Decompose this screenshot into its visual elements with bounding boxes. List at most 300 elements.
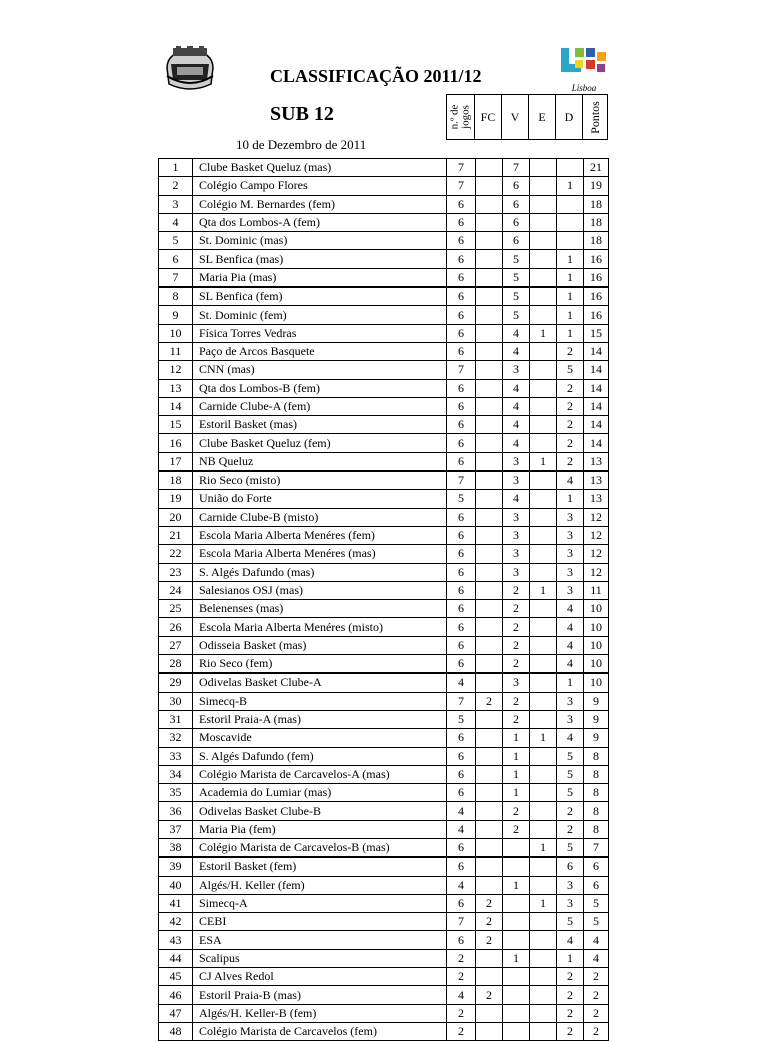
losses: 3 xyxy=(557,545,584,563)
table-row xyxy=(159,838,609,857)
standing-position: 29 xyxy=(159,673,193,692)
forfeits xyxy=(476,710,503,728)
forfeits xyxy=(476,765,503,783)
forfeits xyxy=(476,508,503,526)
games-played: 6 xyxy=(447,324,476,342)
team-name: S. Algés Dafundo (mas) xyxy=(193,563,447,581)
page-title: CLASSIFICAÇÃO 2011/12 xyxy=(270,66,482,86)
games-played: 6 xyxy=(447,452,476,471)
standing-position: 45 xyxy=(159,968,193,986)
wins: 4 xyxy=(503,379,530,397)
draws xyxy=(530,195,557,213)
standing-position: 2 xyxy=(159,177,193,195)
points: 18 xyxy=(584,232,609,250)
draws xyxy=(530,876,557,894)
table-row xyxy=(159,490,609,508)
losses: 5 xyxy=(557,913,584,931)
losses: 2 xyxy=(557,342,584,360)
games-played: 6 xyxy=(447,600,476,618)
points: 10 xyxy=(584,618,609,636)
losses: 3 xyxy=(557,710,584,728)
wins xyxy=(503,894,530,912)
draws xyxy=(530,490,557,508)
standing-position: 16 xyxy=(159,434,193,452)
forfeits xyxy=(476,838,503,857)
losses: 2 xyxy=(557,397,584,415)
table-row xyxy=(159,802,609,820)
forfeits: 2 xyxy=(476,986,503,1004)
wins: 2 xyxy=(503,655,530,674)
draws xyxy=(530,765,557,783)
standing-position: 40 xyxy=(159,876,193,894)
games-played: 6 xyxy=(447,636,476,654)
losses: 5 xyxy=(557,838,584,857)
standing-position: 25 xyxy=(159,600,193,618)
losses: 1 xyxy=(557,324,584,342)
losses: 3 xyxy=(557,508,584,526)
forfeits xyxy=(476,729,503,747)
draws xyxy=(530,1022,557,1040)
points: 11 xyxy=(584,581,609,599)
wins: 3 xyxy=(503,673,530,692)
standing-position: 27 xyxy=(159,636,193,654)
table-row xyxy=(159,268,609,287)
draws xyxy=(530,710,557,728)
games-played: 6 xyxy=(447,838,476,857)
wins: 4 xyxy=(503,490,530,508)
losses: 2 xyxy=(557,802,584,820)
games-played: 6 xyxy=(447,545,476,563)
team-name: NB Queluz xyxy=(193,452,447,471)
points: 13 xyxy=(584,452,609,471)
team-name: Estoril Basket (mas) xyxy=(193,416,447,434)
forfeits xyxy=(476,747,503,765)
wins: 6 xyxy=(503,195,530,213)
games-played: 6 xyxy=(447,618,476,636)
forfeits xyxy=(476,545,503,563)
draws xyxy=(530,931,557,949)
standing-position: 22 xyxy=(159,545,193,563)
losses: 2 xyxy=(557,968,584,986)
standing-position: 1 xyxy=(159,159,193,177)
losses xyxy=(557,232,584,250)
team-name: Clube Basket Queluz (fem) xyxy=(193,434,447,452)
points: 16 xyxy=(584,287,609,306)
wins: 5 xyxy=(503,268,530,287)
team-name: União do Forte xyxy=(193,490,447,508)
wins: 6 xyxy=(503,232,530,250)
standing-position: 46 xyxy=(159,986,193,1004)
losses: 2 xyxy=(557,416,584,434)
draws: 1 xyxy=(530,838,557,857)
lisboa-mark-icon xyxy=(559,46,609,80)
losses: 2 xyxy=(557,434,584,452)
losses: 5 xyxy=(557,747,584,765)
standing-position: 31 xyxy=(159,710,193,728)
points: 14 xyxy=(584,434,609,452)
points: 16 xyxy=(584,250,609,268)
team-name: Estoril Basket (fem) xyxy=(193,857,447,876)
draws xyxy=(530,379,557,397)
standing-position: 10 xyxy=(159,324,193,342)
points: 13 xyxy=(584,490,609,508)
standing-position: 11 xyxy=(159,342,193,360)
draws xyxy=(530,159,557,177)
games-played: 4 xyxy=(447,802,476,820)
standing-position: 48 xyxy=(159,1022,193,1040)
wins: 4 xyxy=(503,397,530,415)
draws xyxy=(530,600,557,618)
games-played: 6 xyxy=(447,232,476,250)
games-played: 6 xyxy=(447,434,476,452)
games-played: 7 xyxy=(447,692,476,710)
draws xyxy=(530,636,557,654)
points: 2 xyxy=(584,968,609,986)
forfeits xyxy=(476,949,503,967)
table-row xyxy=(159,195,609,213)
games-played: 6 xyxy=(447,765,476,783)
points: 9 xyxy=(584,692,609,710)
team-name: Estoril Praia-B (mas) xyxy=(193,986,447,1004)
draws xyxy=(530,361,557,379)
team-name: Odivelas Basket Clube-A xyxy=(193,673,447,692)
wins: 4 xyxy=(503,434,530,452)
games-played: 4 xyxy=(447,986,476,1004)
team-name: Física Torres Vedras xyxy=(193,324,447,342)
points: 18 xyxy=(584,195,609,213)
draws xyxy=(530,1004,557,1022)
draws xyxy=(530,820,557,838)
table-row xyxy=(159,636,609,654)
table-row xyxy=(159,397,609,415)
draws xyxy=(530,250,557,268)
draws xyxy=(530,563,557,581)
losses: 1 xyxy=(557,490,584,508)
standing-position: 7 xyxy=(159,268,193,287)
standing-position: 6 xyxy=(159,250,193,268)
games-played: 6 xyxy=(447,397,476,415)
forfeits xyxy=(476,379,503,397)
wins: 1 xyxy=(503,729,530,747)
games-played: 6 xyxy=(447,747,476,765)
points: 8 xyxy=(584,820,609,838)
wins: 1 xyxy=(503,784,530,802)
table-row xyxy=(159,600,609,618)
standing-position: 35 xyxy=(159,784,193,802)
draws xyxy=(530,545,557,563)
points: 4 xyxy=(584,931,609,949)
standing-position: 41 xyxy=(159,894,193,912)
losses: 3 xyxy=(557,563,584,581)
forfeits: 2 xyxy=(476,913,503,931)
table-row xyxy=(159,655,609,674)
draws xyxy=(530,177,557,195)
table-row xyxy=(159,306,609,324)
forfeits xyxy=(476,268,503,287)
col-header-d: D xyxy=(556,94,583,140)
col-header-v: V xyxy=(502,94,529,140)
losses: 5 xyxy=(557,784,584,802)
table-row xyxy=(159,250,609,268)
standing-position: 30 xyxy=(159,692,193,710)
losses: 1 xyxy=(557,250,584,268)
wins xyxy=(503,913,530,931)
points: 14 xyxy=(584,361,609,379)
lisboa-logo xyxy=(559,46,609,92)
forfeits xyxy=(476,342,503,360)
wins xyxy=(503,931,530,949)
team-name: Qta dos Lombos-B (fem) xyxy=(193,379,447,397)
losses: 1 xyxy=(557,673,584,692)
points: 15 xyxy=(584,324,609,342)
losses: 3 xyxy=(557,876,584,894)
games-played: 6 xyxy=(447,581,476,599)
category-title: SUB 12 xyxy=(270,103,334,125)
team-name: Moscavide xyxy=(193,729,447,747)
standing-position: 23 xyxy=(159,563,193,581)
forfeits xyxy=(476,526,503,544)
team-name: Colégio Marista de Carcavelos (fem) xyxy=(193,1022,447,1040)
team-name: Belenenses (mas) xyxy=(193,600,447,618)
wins: 2 xyxy=(503,710,530,728)
wins xyxy=(503,1022,530,1040)
forfeits xyxy=(476,232,503,250)
wins: 1 xyxy=(503,747,530,765)
wins: 3 xyxy=(503,563,530,581)
games-played: 6 xyxy=(447,195,476,213)
wins xyxy=(503,857,530,876)
table-row xyxy=(159,1022,609,1040)
wins: 3 xyxy=(503,471,530,490)
forfeits xyxy=(476,250,503,268)
losses: 1 xyxy=(557,949,584,967)
forfeits xyxy=(476,195,503,213)
games-played: 7 xyxy=(447,913,476,931)
games-played: 6 xyxy=(447,931,476,949)
games-played: 6 xyxy=(447,729,476,747)
standing-position: 37 xyxy=(159,820,193,838)
points: 4 xyxy=(584,949,609,967)
standing-position: 36 xyxy=(159,802,193,820)
draws xyxy=(530,342,557,360)
standing-position: 33 xyxy=(159,747,193,765)
points: 10 xyxy=(584,655,609,674)
table-row xyxy=(159,729,609,747)
wins: 2 xyxy=(503,636,530,654)
points: 14 xyxy=(584,416,609,434)
forfeits xyxy=(476,600,503,618)
losses: 3 xyxy=(557,692,584,710)
team-name: Carnide Clube-A (fem) xyxy=(193,397,447,415)
standing-position: 13 xyxy=(159,379,193,397)
standing-position: 26 xyxy=(159,618,193,636)
team-name: Colégio M. Bernardes (fem) xyxy=(193,195,447,213)
forfeits xyxy=(476,213,503,231)
games-played: 2 xyxy=(447,968,476,986)
table-row xyxy=(159,379,609,397)
losses: 3 xyxy=(557,894,584,912)
points: 14 xyxy=(584,397,609,415)
games-played: 6 xyxy=(447,213,476,231)
points: 16 xyxy=(584,268,609,287)
games-played: 6 xyxy=(447,379,476,397)
games-played: 2 xyxy=(447,949,476,967)
forfeits xyxy=(476,784,503,802)
wins: 4 xyxy=(503,342,530,360)
standings-table xyxy=(158,158,609,1041)
forfeits xyxy=(476,655,503,674)
losses: 4 xyxy=(557,600,584,618)
points: 2 xyxy=(584,1004,609,1022)
table-row xyxy=(159,545,609,563)
wins: 5 xyxy=(503,306,530,324)
forfeits xyxy=(476,324,503,342)
standing-position: 39 xyxy=(159,857,193,876)
table-row xyxy=(159,434,609,452)
wins: 5 xyxy=(503,287,530,306)
table-row xyxy=(159,820,609,838)
draws xyxy=(530,213,557,231)
draws xyxy=(530,913,557,931)
draws xyxy=(530,857,557,876)
losses: 1 xyxy=(557,177,584,195)
standing-position: 38 xyxy=(159,838,193,857)
forfeits xyxy=(476,490,503,508)
forfeits xyxy=(476,673,503,692)
table-row xyxy=(159,986,609,1004)
draws xyxy=(530,416,557,434)
table-row xyxy=(159,692,609,710)
wins: 6 xyxy=(503,213,530,231)
team-name: St. Dominic (mas) xyxy=(193,232,447,250)
table-row xyxy=(159,563,609,581)
losses: 4 xyxy=(557,471,584,490)
wins: 2 xyxy=(503,802,530,820)
table-row xyxy=(159,949,609,967)
standing-position: 12 xyxy=(159,361,193,379)
wins: 3 xyxy=(503,361,530,379)
draws xyxy=(530,784,557,802)
team-name: Escola Maria Alberta Menéres (fem) xyxy=(193,526,447,544)
table-row xyxy=(159,342,609,360)
forfeits xyxy=(476,581,503,599)
standing-position: 15 xyxy=(159,416,193,434)
games-played: 5 xyxy=(447,710,476,728)
games-played: 6 xyxy=(447,655,476,674)
team-name: CJ Alves Redol xyxy=(193,968,447,986)
col-header-points: Pontos xyxy=(583,94,608,140)
wins xyxy=(503,986,530,1004)
points: 10 xyxy=(584,673,609,692)
standing-position: 18 xyxy=(159,471,193,490)
draws xyxy=(530,618,557,636)
team-name: Academia do Lumiar (mas) xyxy=(193,784,447,802)
table-row xyxy=(159,765,609,783)
losses: 1 xyxy=(557,306,584,324)
standing-position: 34 xyxy=(159,765,193,783)
games-played: 7 xyxy=(447,159,476,177)
forfeits xyxy=(476,820,503,838)
games-played: 6 xyxy=(447,526,476,544)
team-name: CNN (mas) xyxy=(193,361,447,379)
team-name: Maria Pia (mas) xyxy=(193,268,447,287)
draws xyxy=(530,949,557,967)
points: 21 xyxy=(584,159,609,177)
losses: 1 xyxy=(557,287,584,306)
table-row xyxy=(159,618,609,636)
table-row xyxy=(159,931,609,949)
team-name: Rio Seco (misto) xyxy=(193,471,447,490)
forfeits xyxy=(476,287,503,306)
table-row xyxy=(159,784,609,802)
games-played: 6 xyxy=(447,268,476,287)
standing-position: 17 xyxy=(159,452,193,471)
draws xyxy=(530,526,557,544)
team-name: Clube Basket Queluz (mas) xyxy=(193,159,447,177)
wins: 2 xyxy=(503,618,530,636)
points: 10 xyxy=(584,636,609,654)
team-name: Paço de Arcos Basquete xyxy=(193,342,447,360)
standing-position: 32 xyxy=(159,729,193,747)
table-row xyxy=(159,710,609,728)
team-name: Odisseia Basket (mas) xyxy=(193,636,447,654)
forfeits: 2 xyxy=(476,692,503,710)
points: 2 xyxy=(584,986,609,1004)
losses: 4 xyxy=(557,636,584,654)
games-played: 7 xyxy=(447,177,476,195)
losses: 1 xyxy=(557,268,584,287)
standing-position: 43 xyxy=(159,931,193,949)
report-date: 10 de Dezembro de 2011 xyxy=(236,137,367,152)
losses: 5 xyxy=(557,361,584,379)
draws xyxy=(530,471,557,490)
points: 5 xyxy=(584,894,609,912)
team-name: Carnide Clube-B (misto) xyxy=(193,508,447,526)
team-name: Salesianos OSJ (mas) xyxy=(193,581,447,599)
team-name: Rio Seco (fem) xyxy=(193,655,447,674)
points: 10 xyxy=(584,600,609,618)
forfeits xyxy=(476,1022,503,1040)
lisboa-wordmark: Lisboa xyxy=(571,83,597,93)
forfeits xyxy=(476,857,503,876)
table-row xyxy=(159,213,609,231)
points: 19 xyxy=(584,177,609,195)
losses: 5 xyxy=(557,765,584,783)
games-played: 6 xyxy=(447,342,476,360)
points: 7 xyxy=(584,838,609,857)
draws xyxy=(530,397,557,415)
draws xyxy=(530,306,557,324)
standing-position: 9 xyxy=(159,306,193,324)
forfeits xyxy=(476,636,503,654)
wins: 3 xyxy=(503,545,530,563)
draws: 1 xyxy=(530,729,557,747)
losses: 6 xyxy=(557,857,584,876)
table-row xyxy=(159,287,609,306)
losses: 3 xyxy=(557,581,584,599)
losses: 4 xyxy=(557,729,584,747)
standing-position: 4 xyxy=(159,213,193,231)
standing-position: 20 xyxy=(159,508,193,526)
standing-position: 42 xyxy=(159,913,193,931)
forfeits xyxy=(476,563,503,581)
wins: 1 xyxy=(503,765,530,783)
points: 9 xyxy=(584,710,609,728)
wins: 4 xyxy=(503,416,530,434)
games-played: 6 xyxy=(447,563,476,581)
losses: 2 xyxy=(557,1022,584,1040)
draws xyxy=(530,434,557,452)
